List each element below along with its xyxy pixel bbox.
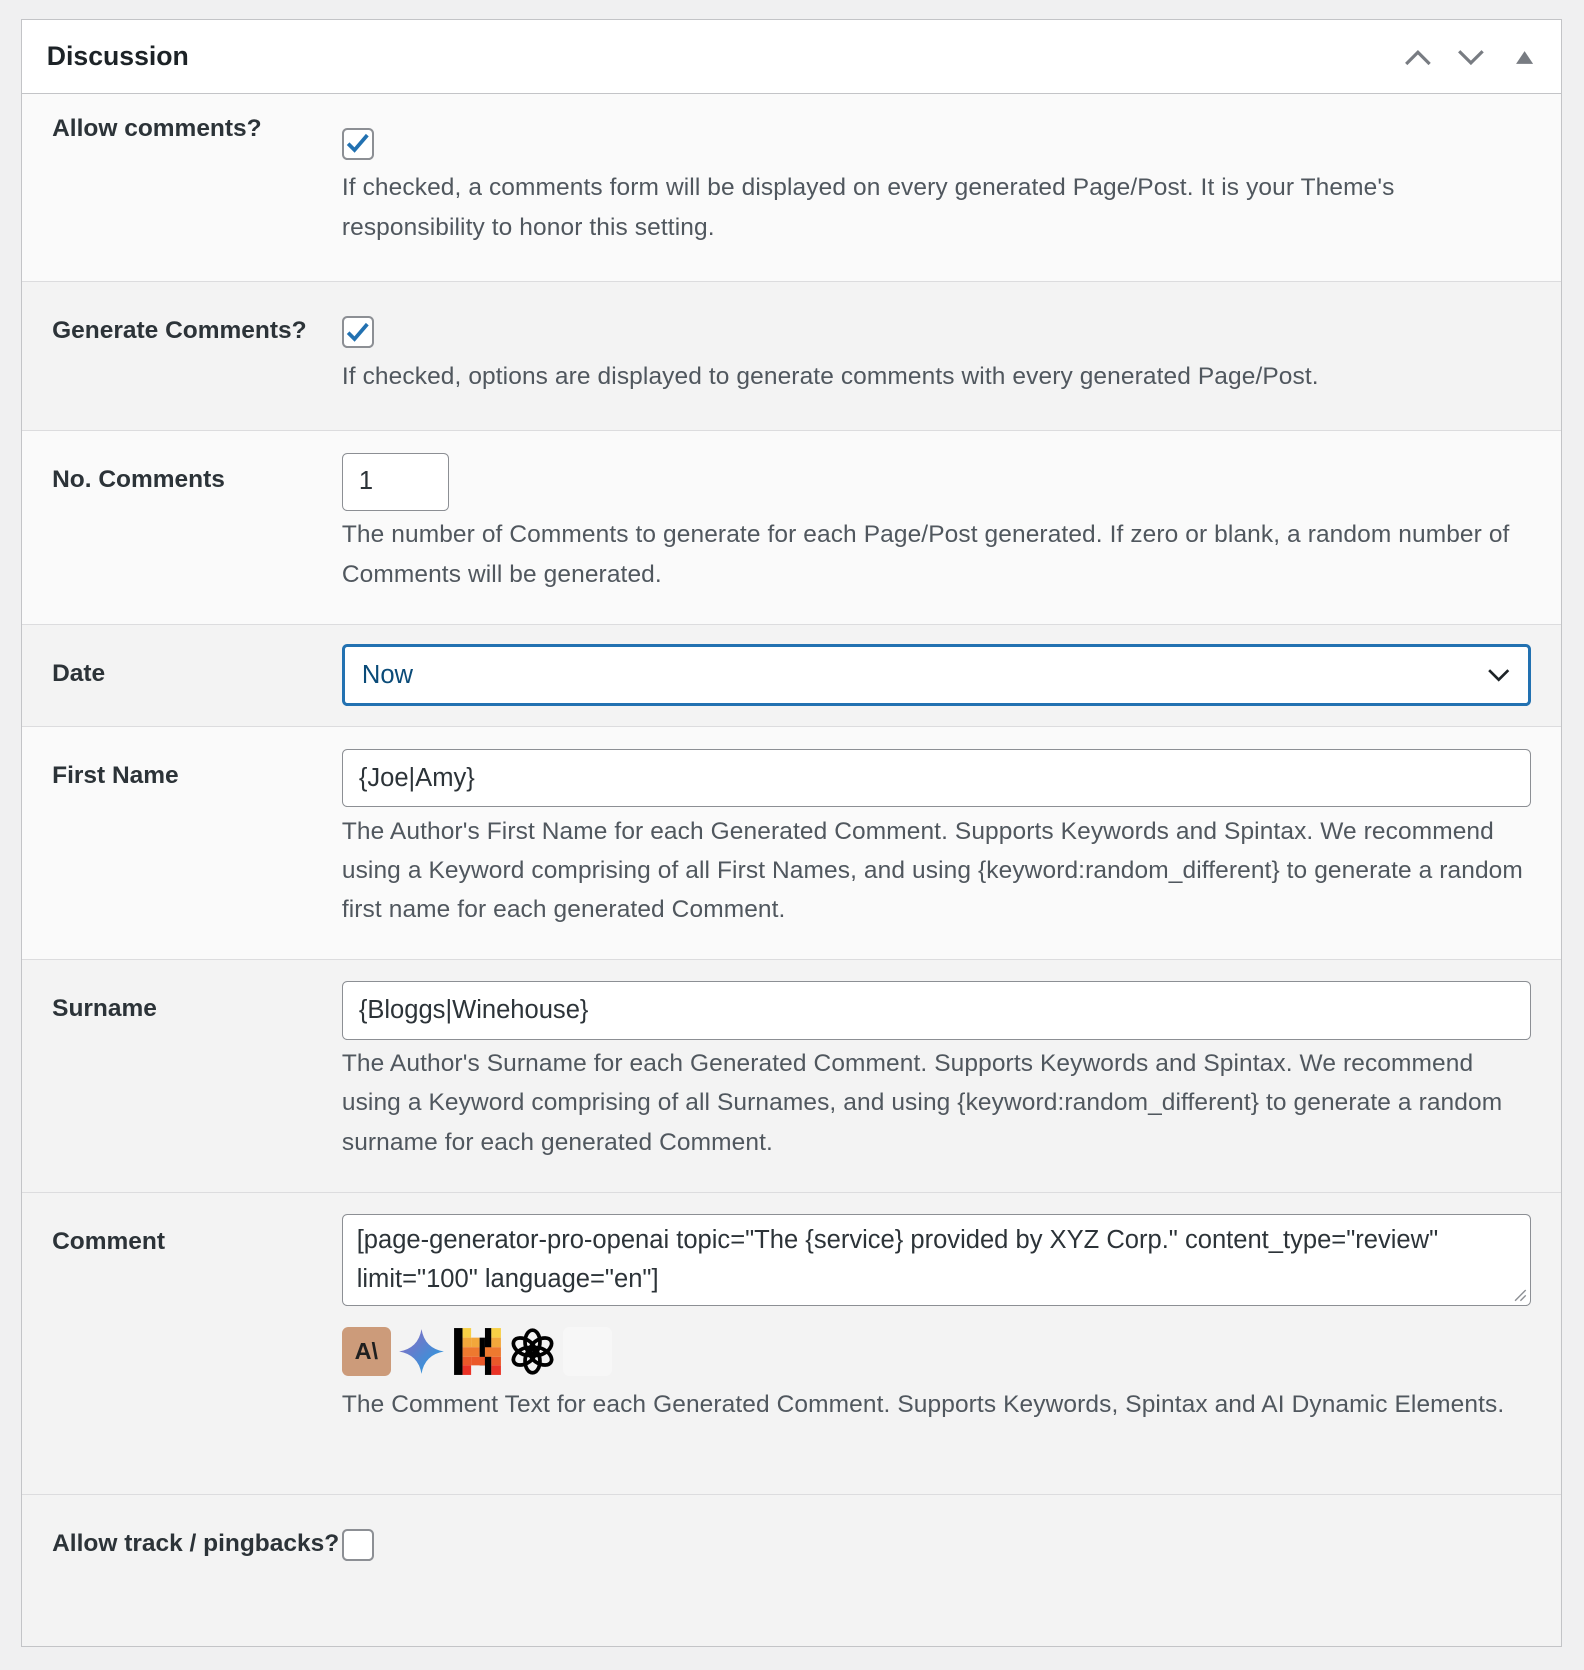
discussion-panel — [21, 19, 1561, 1646]
surname-input[interactable]: {Bloggs|Winehouse} — [342, 981, 1531, 1040]
date-select-value: Now — [361, 660, 413, 689]
no-comments-input[interactable]: 1 — [342, 453, 450, 512]
chevron-down-icon — [1487, 668, 1510, 683]
chevron-down-icon — [1456, 48, 1486, 67]
generate-comments-label: Generate Comments? — [52, 317, 307, 345]
comment-textarea[interactable] — [342, 1214, 1531, 1306]
row-allow-comments — [22, 94, 1560, 283]
comment-description: The Comment Text for each Generated Comment. Supports Keywords, Spintax and AI Dynamic Elements. — [341, 1390, 1505, 1418]
triangle-up-icon — [1515, 50, 1534, 65]
first-name-input[interactable]: {Joe|Amy} — [342, 749, 1531, 808]
date-label: Date — [52, 660, 106, 688]
row-generate-comments — [22, 282, 1560, 431]
no-comments-description: The number of Comments to generate for each Page/Post generated. If zero or blank, a random number of Comments will be generated. — [341, 521, 1510, 588]
move-down-button[interactable] — [1452, 41, 1490, 73]
resize-handle-icon[interactable] — [1514, 1289, 1527, 1302]
toggle-panel-button[interactable] — [1505, 41, 1543, 73]
surname-description: The Author's Surname for each Generated Comment. Supports Keywords and Spintax. We recommend using a Keyword comprising of all Surnames, and using {keyword:random_different} to generate a random surname for each generated Comment. — [341, 1049, 1503, 1156]
date-select[interactable] — [342, 644, 1531, 706]
comment-label: Comment — [52, 1227, 166, 1255]
allow-comments-description: If checked, a comments form will be displayed on every generated Page/Post. It is your Theme's responsibility to honor this setting. — [341, 174, 1395, 241]
anthropic-icon: A\ — [342, 1327, 391, 1376]
comment-textarea-value: [page-generator-pro-openai topic="The {service} provided by XYZ Corp." content_type="review" limit="100" language="en"] — [356, 1225, 1439, 1293]
checkmark-icon — [346, 322, 369, 343]
allow-comments-label: Allow comments? — [52, 114, 262, 142]
trackbacks-checkbox[interactable] — [342, 1529, 374, 1561]
no-comments-label: No. Comments — [52, 466, 225, 494]
gemini-button[interactable] — [397, 1327, 446, 1376]
checkmark-icon — [346, 133, 369, 154]
first-name-description: The Author's First Name for each Generated Comment. Supports Keywords and Spintax. We recommend using a Keyword comprising of all First Names, and using {keyword:random_different} to generate a random first name for each generated Comment. — [341, 817, 1523, 924]
mistral-button[interactable] — [453, 1327, 502, 1376]
openai-icon — [508, 1327, 557, 1376]
openai-button[interactable] — [508, 1327, 557, 1376]
first-name-label: First Name — [52, 762, 179, 790]
row-trackbacks — [22, 1495, 1560, 1645]
blank-ai-button[interactable] — [563, 1327, 612, 1376]
mistral-icon — [453, 1327, 502, 1376]
trackbacks-label: Allow track / pingbacks? — [52, 1530, 340, 1558]
row-no-comments — [22, 431, 1560, 625]
panel-title: Discussion — [46, 40, 189, 71]
chevron-up-icon — [1403, 48, 1433, 67]
surname-label: Surname — [52, 994, 157, 1022]
anthropic-button[interactable] — [342, 1327, 391, 1376]
row-first-name — [22, 727, 1560, 959]
panel-header — [22, 20, 1560, 93]
generate-comments-checkbox[interactable] — [342, 316, 374, 348]
move-up-button[interactable] — [1399, 41, 1437, 73]
row-comment — [22, 1193, 1560, 1496]
allow-comments-checkbox[interactable] — [342, 128, 374, 160]
generate-comments-description: If checked, options are displayed to generate comments with every generated Page/Post. — [341, 362, 1319, 390]
gemini-sparkle-icon — [397, 1327, 446, 1376]
row-surname — [22, 960, 1560, 1193]
row-date — [22, 625, 1560, 727]
